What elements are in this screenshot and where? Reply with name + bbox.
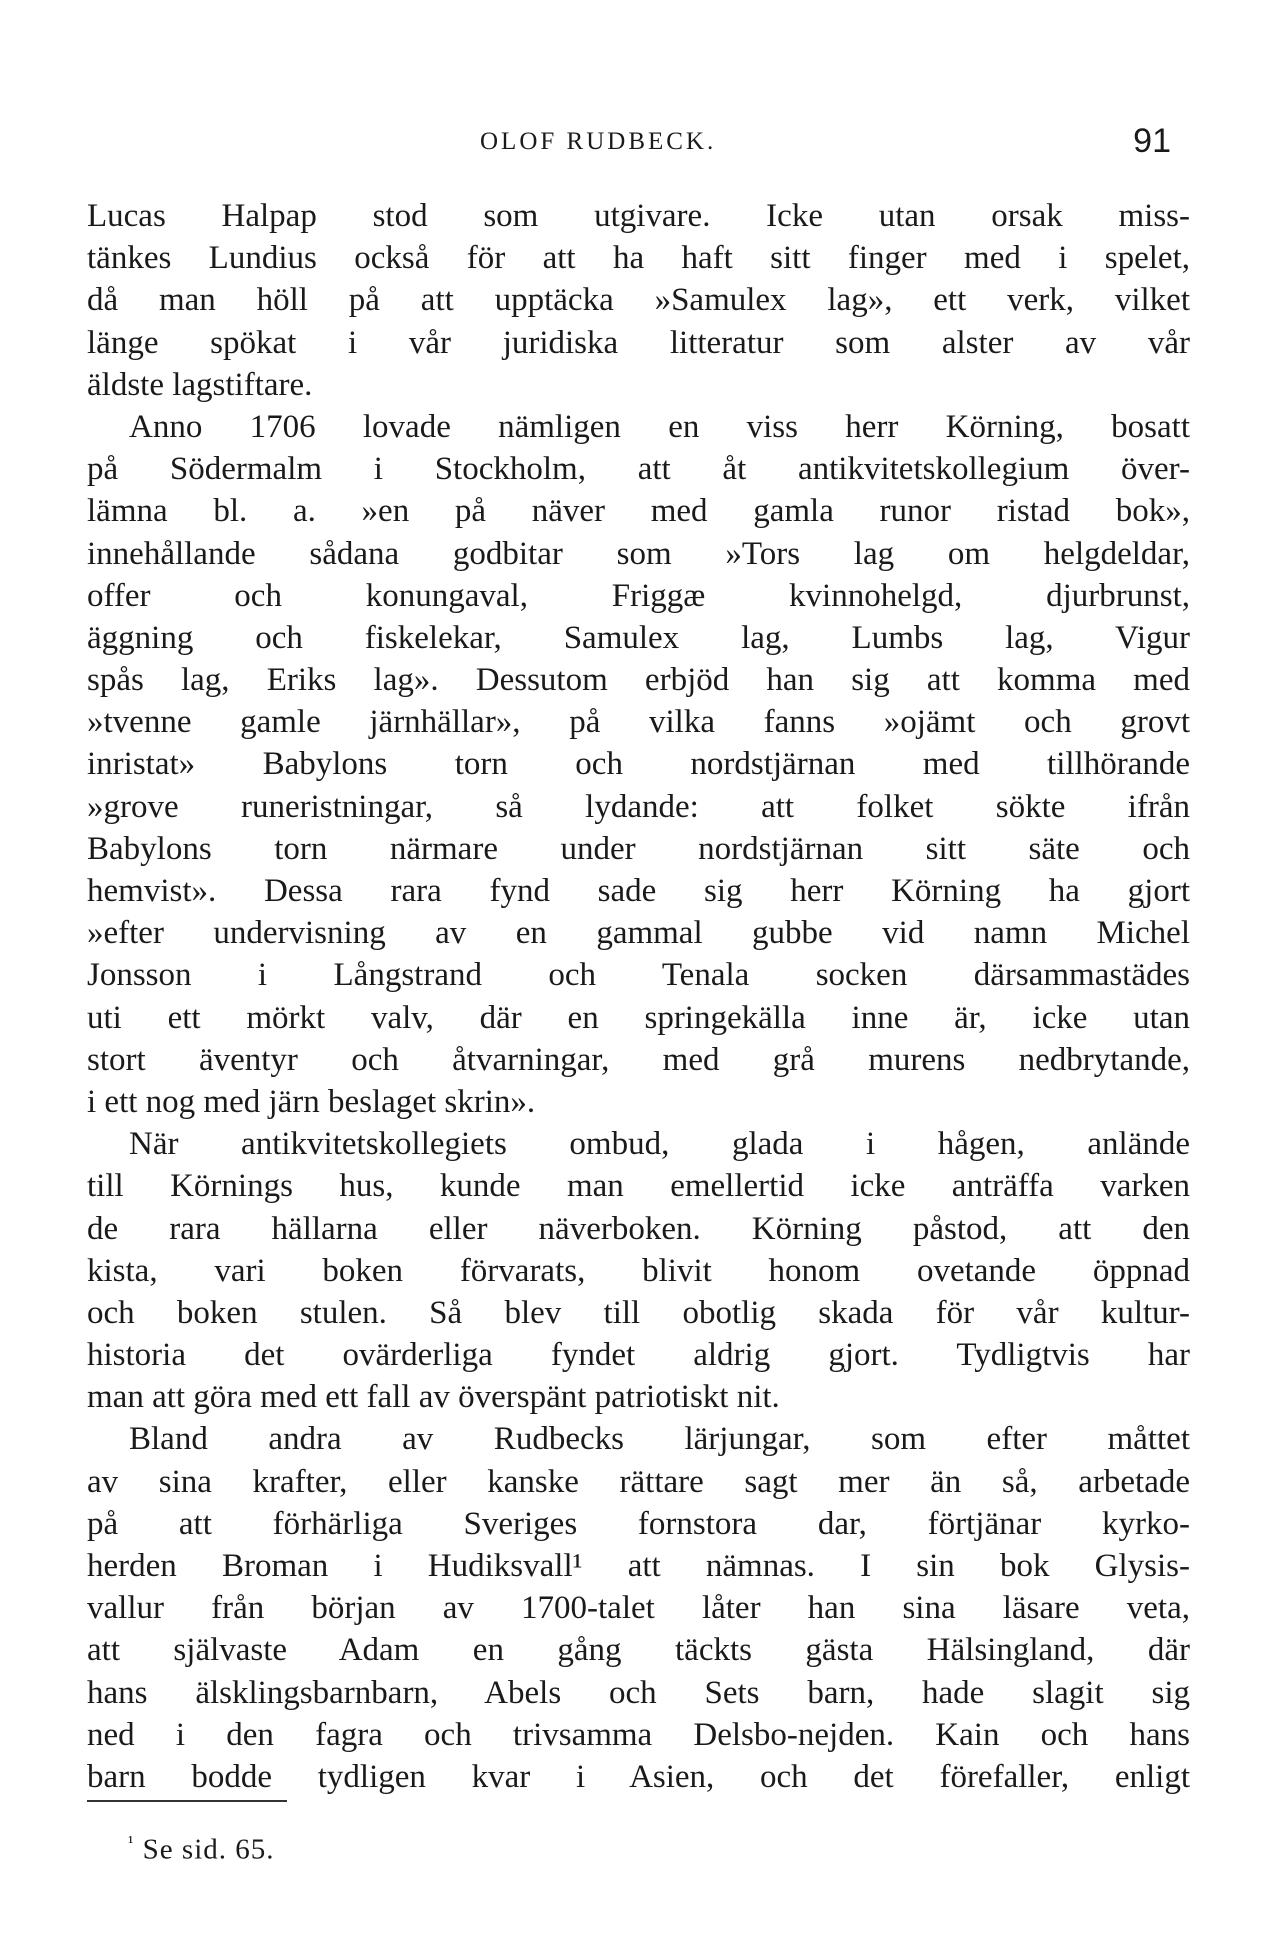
text-line: hemvist». Dessa rara fynd sade sig herr Körning ha gjort [87,873,1190,909]
text-line: Bland andra av Rudbecks lärjungar, som efter måttet [129,1421,1190,1458]
page-number: 91 [1133,122,1171,160]
text-line: stort äventyr och åtvarningar, med grå murens nedbrytande, [87,1041,1190,1078]
footnote-text: Se sid. 65. [142,1833,275,1866]
text-line: tänkes Lundius också för att ha haft sitt finger med i spelet, [87,240,1190,277]
text-line: i ett nog med järn beslaget skrin». [87,1083,536,1120]
text-line: av sina krafter, eller kanske rättare sagt mer än så, arbetade [87,1463,1190,1500]
text-line: offer och konungaval, Friggæ kvinnohelgd, djurbrunst, [87,577,1190,614]
text-line: äldste lagstiftare. [87,366,313,403]
text-line: vallur från början av 1700-talet låter han sina läsare veta, [87,1590,1190,1627]
text-line: historia det ovärderliga fyndet aldrig gjort. Tydligtvis har [87,1337,1190,1374]
footnote-marker: ¹ [128,1832,135,1852]
text-line: »tvenne gamle järnhällar», på vilka fanns »ojämt och grovt [87,704,1190,741]
body-text [87,195,1190,1798]
text-line: man att göra med ett fall av överspänt patriotiskt nit. [87,1379,780,1416]
text-line: till Körnings hus, kunde man emellertid icke anträffa varken [87,1168,1190,1205]
text-line: att självaste Adam en gång täckts gästa Hälsingland, där [87,1632,1190,1669]
text-line: Jonsson i Långstrand och Tenala socken därsammastädes [87,957,1190,994]
footnote [128,1832,275,1867]
text-line: uti ett mörkt valv, där en springekälla inne är, icke utan [87,999,1190,1036]
text-line: barn bodde tydligen kvar i Asien, och det förefaller, enligt [87,1758,1190,1795]
text-line: Babylons torn närmare under nordstjärnan sitt säte och [87,830,1190,867]
text-line: då man höll på att upptäcka »Samulex lag», ett verk, vilket [87,282,1190,319]
text-line: och boken stulen. Så blev till obotlig skada för vår kultur- [87,1294,1190,1331]
text-line: »grove runeristningar, så lydande: att folket sökte ifrån [87,788,1190,825]
text-line: innehållande sådana godbitar som »Tors lag om helgdeldar, [87,535,1190,572]
running-title: OLOF RUDBECK. [480,128,717,155]
running-header [0,122,1274,162]
text-line: inristat» Babylons torn och nordstjärnan med tillhörande [87,746,1190,783]
text-line: spås lag, Eriks lag». Dessutom erbjöd han sig att komma med [87,662,1190,699]
text-line: lämna bl. a. »en på näver med gamla runor ristad bok», [87,493,1190,530]
text-line: herden Broman i Hudiksvall¹ att nämnas. I sin bok Glysis- [87,1548,1190,1584]
text-line: länge spökat i vår juridiska litteratur som alster av vår [87,324,1190,361]
text-line: äggning och fiskelekar, Samulex lag, Lumbs lag, Vigur [87,619,1190,656]
text-line: de rara hällarna eller näverboken. Körning påstod, att den [87,1210,1190,1247]
text-line: När antikvitetskollegiets ombud, glada i hågen, anlände [129,1126,1190,1163]
text-line: »efter undervisning av en gammal gubbe vid namn Michel [87,915,1190,952]
text-line: på att förhärliga Sveriges fornstora dar, förtjänar kyrko- [87,1505,1190,1542]
footnote-divider [87,1800,287,1802]
text-line: hans älsklingsbarnbarn, Abels och Sets barn, hade slagit sig [87,1674,1190,1711]
text-line: Anno 1706 lovade nämligen en viss herr Körning, bosatt [129,408,1190,445]
text-line: ned i den fagra och trivsamma Delsbo-nejden. Kain och hans [87,1716,1190,1753]
text-line: Lucas Halpap stod som utgivare. Icke utan orsak miss- [87,198,1190,234]
text-line: kista, vari boken förvarats, blivit honom ovetande öppnad [87,1252,1190,1289]
text-line: på Södermalm i Stockholm, att åt antikvitetskollegium över- [87,451,1190,488]
